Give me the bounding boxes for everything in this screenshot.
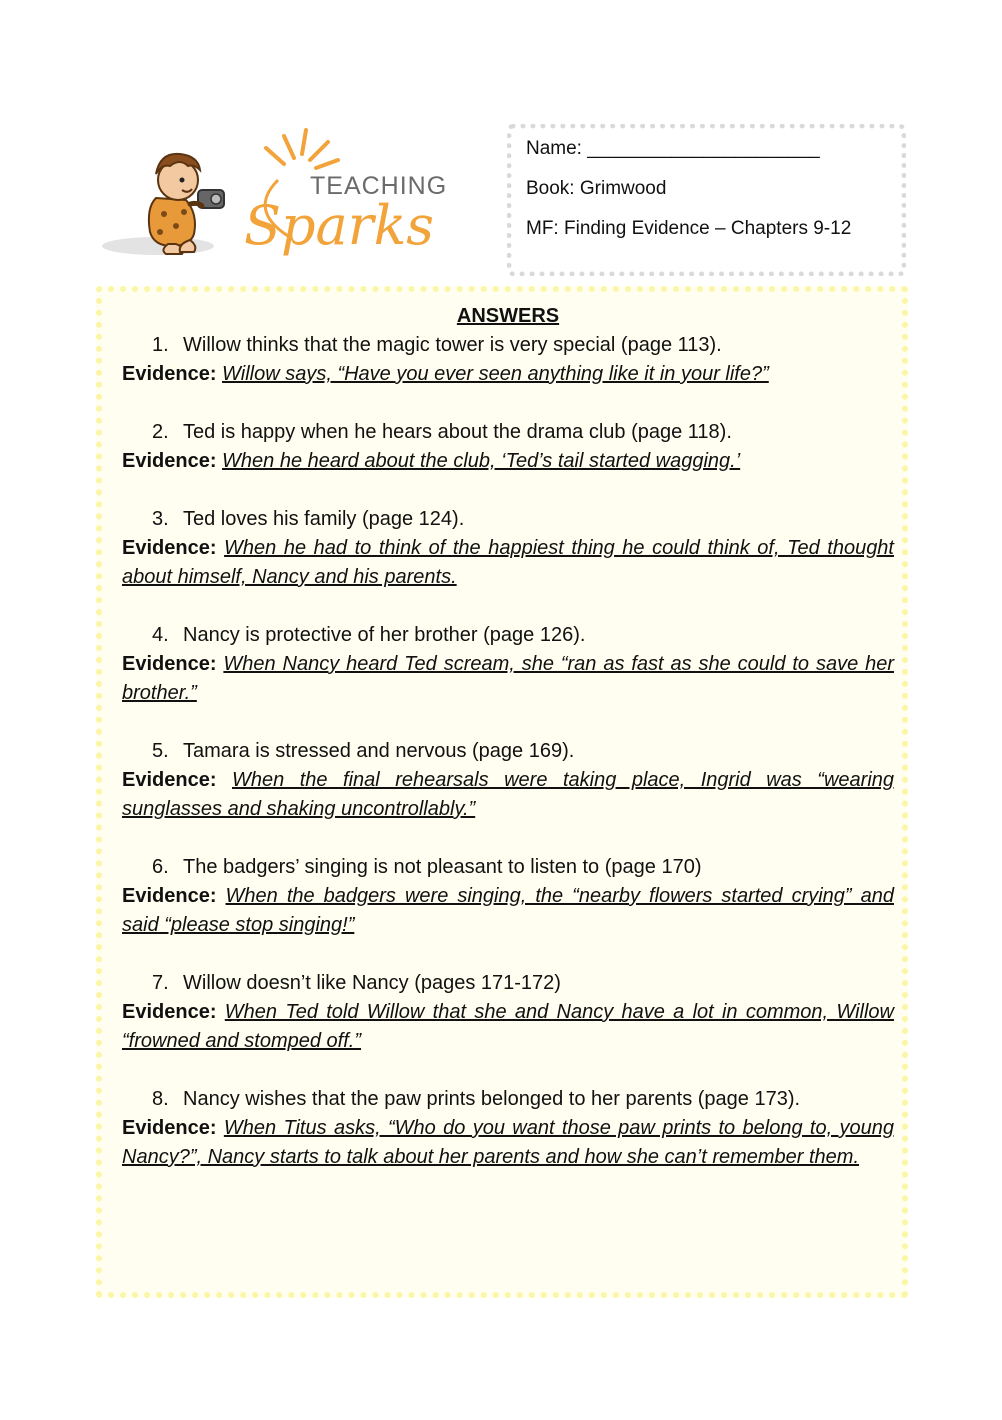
answer-statement [122,418,894,447]
mf-line: MF: Finding Evidence – Chapters 9-12 [526,218,852,239]
answer-statement [122,1085,894,1114]
logo-text-teaching: TEACHING [310,172,448,200]
evidence-label: Evidence: [122,363,217,385]
answer-evidence [122,766,894,824]
answer-statement [122,853,894,882]
evidence-label: Evidence: [122,769,217,791]
answer-statement [122,505,894,534]
statement-text: The badgers’ singing is not pleasant to listen to (page 170) [183,856,702,878]
caveman-mascot-icon [149,154,224,254]
name-line: Name: ______________________ [526,138,820,159]
evidence-text: When the final rehearsals were taking place, Ingrid was “wearing sunglasses and shaking uncontrollably.” [122,769,895,820]
answer-item [122,505,894,592]
evidence-label: Evidence: [122,450,217,472]
logo-graphic [98,128,470,270]
answers-panel [96,286,908,1298]
statement-text: Nancy wishes that the paw prints belonged to her parents (page 173). [183,1088,801,1110]
answer-item [122,1085,894,1172]
answer-statement [122,737,894,766]
evidence-text: When Titus asks, “Who do you want those paw prints to belong to, young Nancy?”, Nancy starts to talk about her parents and how she can’t remember them. [122,1117,894,1168]
statement-text: Willow thinks that the magic tower is very special (page 113). [183,334,722,356]
evidence-label: Evidence: [122,1117,217,1139]
item-number: 6. [152,856,169,878]
evidence-text: When he heard about the club, ‘Ted’s tail started wagging.’ [222,450,741,472]
statement-text: Ted is happy when he hears about the drama club (page 118). [183,421,732,443]
evidence-text: Willow says, “Have you ever seen anything like it in your life?” [222,363,769,385]
answers-title: ANSWERS [456,305,560,327]
answer-item [122,737,894,824]
evidence-text: When he had to think of the happiest thing he could think of, Ted thought about himself, Nancy and his parents. [122,537,894,588]
answer-item [122,969,894,1056]
teaching-sparks-logo [98,128,470,270]
statement-text: Nancy is protective of her brother (page 126). [183,624,586,646]
answer-statement [122,969,894,998]
answer-evidence [122,447,894,476]
answer-evidence [122,998,894,1056]
item-number: 7. [152,972,169,994]
answer-evidence [122,882,894,940]
statement-text: Willow doesn’t like Nancy (pages 171-172) [183,972,561,994]
answer-item [122,621,894,708]
item-number: 1. [152,334,169,356]
evidence-text: When Ted told Willow that she and Nancy have a lot in common, Willow “frowned and stomped off.” [122,1001,894,1052]
evidence-label: Evidence: [122,653,217,675]
book-line: Book: Grimwood [526,178,667,199]
answers-content [122,302,894,1201]
answer-evidence [122,1114,894,1172]
item-number: 5. [152,740,169,762]
item-number: 2. [152,421,169,443]
answer-evidence [122,534,894,592]
answer-evidence [122,360,894,389]
spark-rays-icon [266,130,338,168]
statement-text: Tamara is stressed and nervous (page 169). [183,740,575,762]
evidence-text: When Nancy heard Ted scream, she “ran as fast as she could to save her brother.” [122,653,894,704]
answer-statement [122,331,894,360]
evidence-label: Evidence: [122,885,217,907]
answer-item [122,418,894,476]
answer-item [122,853,894,940]
statement-text: Ted loves his family (page 124). [183,508,465,530]
evidence-text: When the badgers were singing, the “nearby flowers started crying” and said “please stop singing!” [122,885,894,936]
answer-statement [122,621,894,650]
logo-text-sparks: Sparks [244,194,435,257]
item-number: 8. [152,1088,169,1110]
evidence-label: Evidence: [122,537,217,559]
student-info-box [507,124,906,276]
evidence-label: Evidence: [122,1001,217,1023]
answer-item [122,331,894,389]
item-number: 3. [152,508,169,530]
answer-evidence [122,650,894,708]
item-number: 4. [152,624,169,646]
